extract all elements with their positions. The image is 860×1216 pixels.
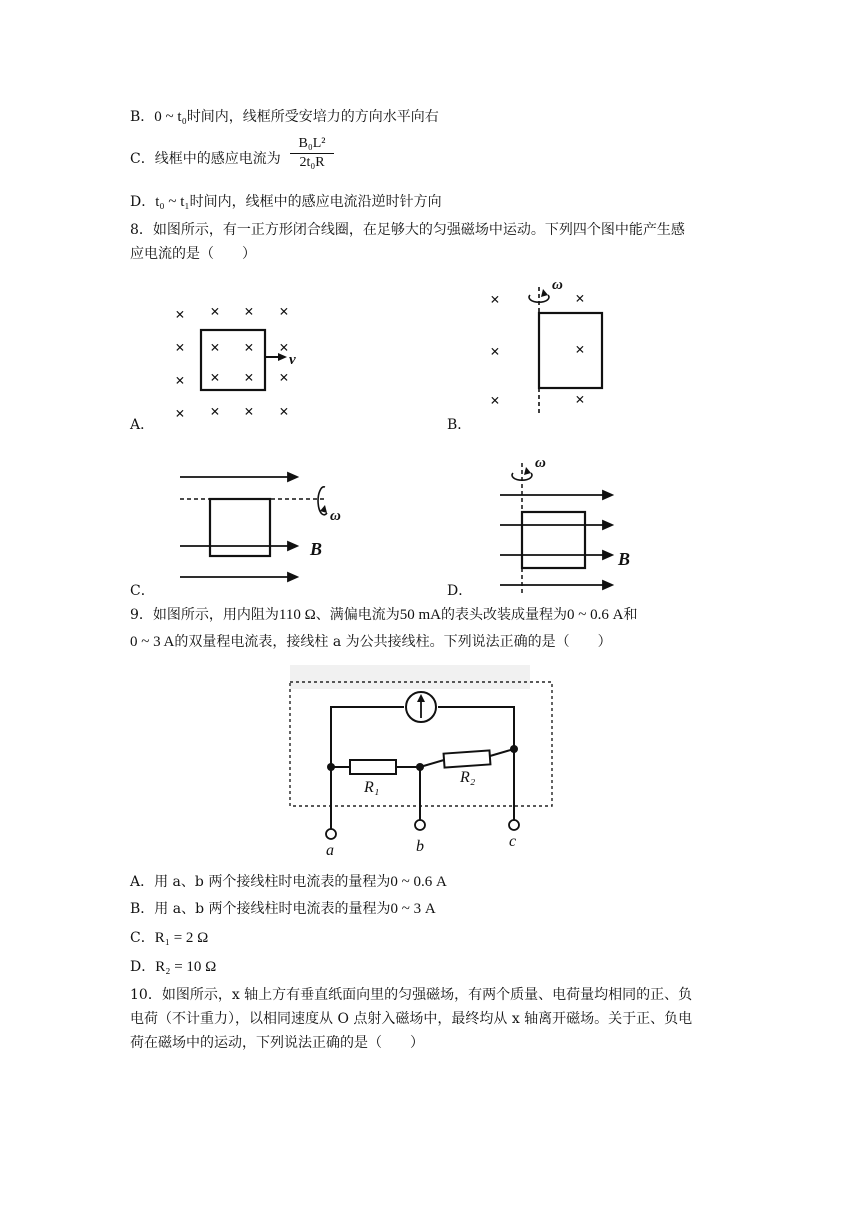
galvanometer-needle-head xyxy=(417,694,425,702)
q8-figure-b xyxy=(480,275,630,415)
coil-square xyxy=(210,499,270,556)
q9-option-c-math: R₁ = 2 Ω xyxy=(154,930,209,946)
field-arrowhead xyxy=(288,473,297,481)
q9-internal-resistance: 110 Ω xyxy=(278,607,316,623)
q9-range2: 0 ~ 3 A xyxy=(130,634,175,650)
terminal-b-label: b xyxy=(416,838,424,855)
fraction-numerator: B₀L² xyxy=(290,136,334,154)
terminal-a xyxy=(326,829,336,839)
field-arrowhead xyxy=(288,542,297,550)
field-cross: × xyxy=(244,402,254,421)
terminal-c-label: c xyxy=(509,833,517,850)
q9-option-d-math: R₂ = 10 Ω xyxy=(155,959,217,975)
field-label: B xyxy=(310,539,323,559)
field-arrowhead xyxy=(603,491,612,499)
q9-option-a-math: 0 ~ 0.6 A xyxy=(390,874,447,890)
q7-option-c: C．线框中的感应电流为 xyxy=(130,151,281,167)
field-arrowhead xyxy=(603,521,612,529)
q8-label-d: D． xyxy=(447,583,473,599)
q10-stem-line2: 电荷（不计重力），以相同速度从 O 点射入磁场中，最终均从 x 轴离开磁场。关于正、负电 xyxy=(130,1011,693,1027)
field-cross: × xyxy=(279,338,289,357)
r1-label: R₁ xyxy=(364,779,380,796)
q8-label-c: C． xyxy=(130,583,155,599)
field-cross: × xyxy=(575,289,585,308)
q10-stem-line3: 荷在磁场中的运动，下列说法正确的是（ ） xyxy=(130,1035,424,1051)
q9-stem-line1: 9．如图所示，用内阻为110 Ω、满偏电流为50 mA的表头改装成量程为0 ~ 0.6 A和 xyxy=(130,607,638,623)
field-cross: × xyxy=(244,302,254,321)
q10-stem-line1: 10．如图所示，x 轴上方有垂直纸面向里的匀强磁场，有两个质量、电荷量均相同的正、负 xyxy=(130,987,693,1003)
q9-full-current: 50 mA xyxy=(399,607,442,623)
q7-option-b: B．0 ~ t₀时间内，线框所受安培力的方向水平向右 xyxy=(130,109,439,125)
terminal-a-label: a xyxy=(326,842,334,859)
coil-square xyxy=(522,512,585,568)
field-cross: × xyxy=(175,338,185,357)
wire-left-top xyxy=(331,707,404,767)
rotation-arrowhead xyxy=(524,467,531,475)
q7-option-c-fraction xyxy=(290,136,334,171)
q7-option-d-math: t₀ ~ t₁ xyxy=(155,194,190,210)
field-cross: × xyxy=(244,338,254,357)
r2-label: R₂ xyxy=(460,769,476,786)
field-cross: × xyxy=(244,368,254,387)
scan-smudge xyxy=(290,665,530,689)
omega-label: ω xyxy=(330,508,341,524)
field-label: B xyxy=(618,549,631,569)
q9-range1: 0 ~ 0.6 A xyxy=(567,607,624,623)
field-arrowhead xyxy=(288,573,297,581)
field-cross: × xyxy=(279,368,289,387)
q9-option-a: A．用 a、b 两个接线柱时电流表的量程为0 ~ 0.6 A xyxy=(130,874,447,890)
field-cross: × xyxy=(279,402,289,421)
fraction-denominator: 2t₀R xyxy=(299,155,325,170)
q9-option-d: D．R₂ = 10 Ω xyxy=(130,959,217,975)
q9-stem-line2: 0 ~ 3 A的双量程电流表，接线柱 a 为公共接线柱。下列说法正确的是（ ） xyxy=(130,634,612,650)
terminal-c xyxy=(509,820,519,830)
velocity-label: v xyxy=(289,352,296,368)
rotation-arrowhead xyxy=(541,289,548,297)
terminal-b xyxy=(415,820,425,830)
field-cross: × xyxy=(175,305,185,324)
omega-label: ω xyxy=(535,455,546,471)
field-cross: × xyxy=(575,390,585,409)
q8-stem-line2: 应电流的是（ ） xyxy=(130,246,256,262)
field-cross: × xyxy=(175,371,185,390)
field-arrowhead xyxy=(603,551,612,559)
field-cross: × xyxy=(175,404,185,423)
resistor-r1 xyxy=(350,760,396,774)
q9-option-b: B．用 a、b 两个接线柱时电流表的量程为0 ~ 3 A xyxy=(130,901,436,917)
field-cross: × xyxy=(210,368,220,387)
junction-dot xyxy=(510,745,518,753)
field-cross: × xyxy=(575,340,585,359)
field-cross: × xyxy=(490,290,500,309)
q9-option-c: C．R₁ = 2 Ω xyxy=(130,930,209,946)
field-cross: × xyxy=(210,338,220,357)
q8-figure-d xyxy=(495,455,645,595)
q8-figure-a xyxy=(160,295,320,430)
q7-option-d: D．t₀ ~ t₁时间内，线框中的感应电流沿逆时针方向 xyxy=(130,194,442,210)
field-cross: × xyxy=(210,402,220,421)
q7-option-b-math: 0 ~ t₀ xyxy=(154,109,187,125)
junction-dot xyxy=(416,763,424,771)
q9-circuit-diagram xyxy=(280,660,565,860)
field-cross: × xyxy=(490,342,500,361)
wire-right-top xyxy=(438,707,514,749)
field-cross: × xyxy=(210,302,220,321)
resistor-r2 xyxy=(444,750,491,767)
q8-label-b: B． xyxy=(447,417,472,433)
junction-dot xyxy=(327,763,335,771)
field-cross: × xyxy=(279,302,289,321)
q8-label-a: A． xyxy=(130,417,155,433)
q8-stem-line1: 8．如图所示，有一正方形闭合线圈，在足够大的匀强磁场中运动。下列四个图中能产生感 xyxy=(130,222,685,238)
q8-figure-c xyxy=(175,465,350,585)
coil-rectangle xyxy=(539,313,602,388)
q9-option-b-math: 0 ~ 3 A xyxy=(390,901,436,917)
omega-label: ω xyxy=(552,277,563,293)
field-cross: × xyxy=(490,391,500,410)
field-arrowhead xyxy=(603,581,612,589)
